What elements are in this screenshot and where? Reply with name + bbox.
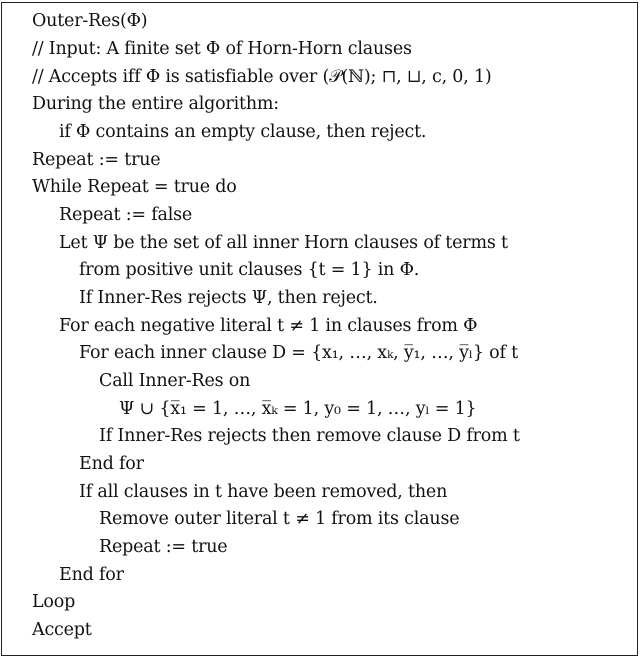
accept: Accept [32, 620, 92, 640]
inner-res-reject-psi: If Inner-Res rejects Ψ, then reject. [79, 288, 378, 308]
remove-outer-literal: Remove outer literal t ≠ 1 from its clause [99, 509, 460, 529]
while-loop: While Repeat = true do [32, 177, 237, 197]
for-each-negative-literal: For each negative literal t ≠ 1 in clauses from Φ [59, 316, 478, 336]
repeat-false: Repeat := false [59, 205, 193, 225]
end-for-outer: End for [59, 565, 124, 585]
end-for-inner: End for [79, 454, 144, 474]
loop: Loop [32, 592, 76, 612]
from-positive-units: from positive unit clauses {t = 1} in Φ. [79, 260, 420, 280]
repeat-true: Repeat := true [99, 537, 228, 557]
inner-res-argument: Ψ ∪ {x̅₁ = 1, …, x̅ₖ = 1, y₀ = 1, …, yₗ = 1} [119, 399, 477, 419]
comment-accepts: // Accepts iff Φ is satisfiable over (𝒫(ℕ); ⊓, ⊔, c, 0, 1) [32, 67, 492, 87]
repeat-init: Repeat := true [32, 150, 161, 170]
empty-clause-check: if Φ contains an empty clause, then reject. [59, 122, 427, 142]
call-inner-res: Call Inner-Res on [99, 371, 251, 391]
for-each-inner-clause: For each inner clause D = {x₁, …, xₖ, y̅₁, …, y̅ₗ} of t [79, 343, 518, 363]
during-line: During the entire algorithm: [32, 94, 279, 114]
let-psi: Let Ψ be the set of all inner Horn clauses of terms t [59, 233, 508, 253]
remove-clause-d: If Inner-Res rejects then remove clause D from t [99, 426, 520, 446]
if-all-removed: If all clauses in t have been removed, then [79, 482, 448, 502]
algorithm-title: Outer-Res(Φ) [32, 11, 148, 31]
algorithm-box [1, 2, 638, 656]
comment-input: // Input: A finite set Φ of Horn-Horn clauses [32, 39, 412, 59]
